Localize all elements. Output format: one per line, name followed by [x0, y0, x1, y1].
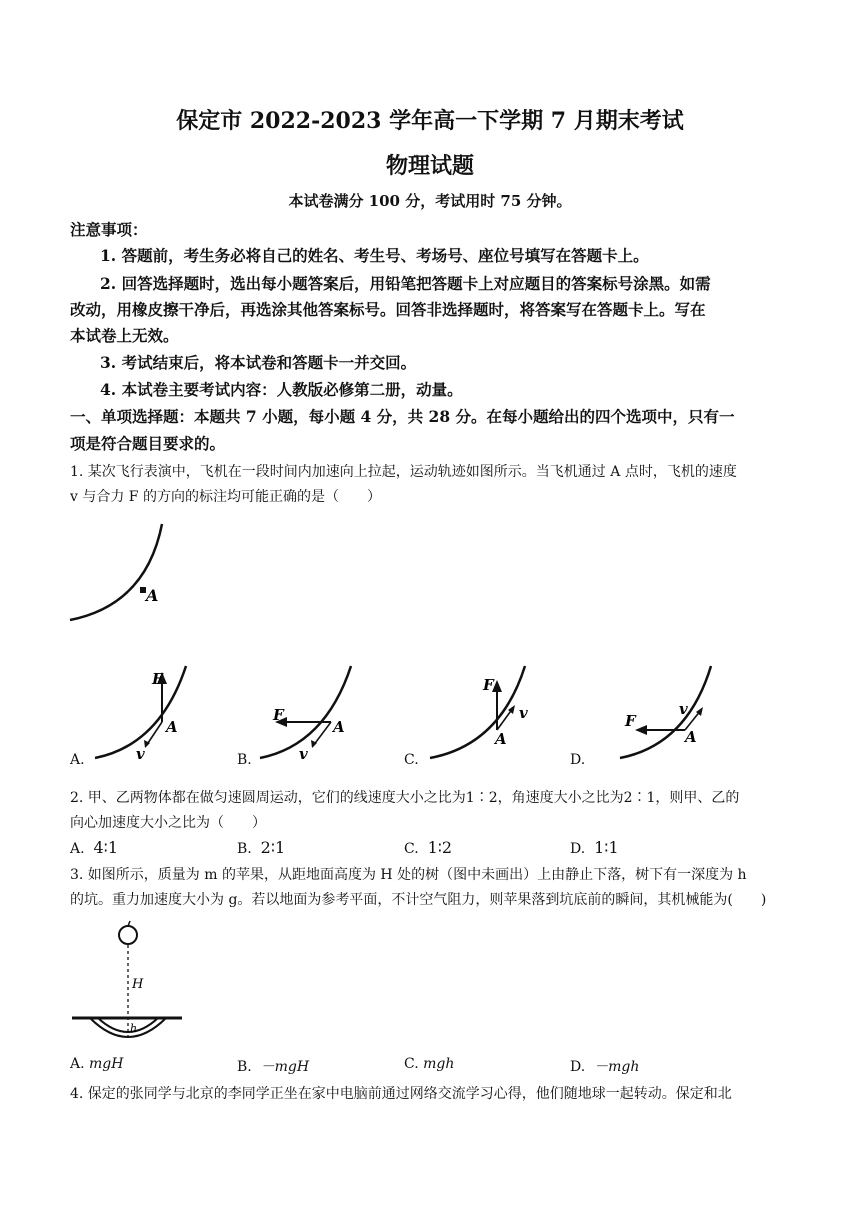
question-3-text: 3. 如图所示，质量为 m 的苹果，从距地面高度为 H 处的树（图中未画出）上由静止下落，树下有一深度为 h	[70, 867, 747, 883]
notice-item-3: 3. 考试结束后，将本试卷和答题卡一并交回。	[100, 353, 417, 372]
force-label: F	[152, 670, 163, 688]
force-label: F	[625, 712, 636, 730]
option-c-key: C.	[404, 752, 419, 768]
option-key: A.	[70, 841, 85, 857]
option-a-key: A.	[70, 752, 85, 768]
question-4-text: 4. 保定的张同学与北京的李同学正坐在家中电脑前通过网络交流学习心得，他们随地球一起转动。保定和北	[70, 1086, 732, 1102]
question-1-trajectory-figure	[66, 520, 176, 630]
option-c-figure	[425, 660, 545, 760]
section-heading: 一、单项选择题：本题共 7 小题，每小题 4 分，共 28 分。在每小题给出的四个选项中，只有一	[70, 407, 735, 426]
option-value: －mgh	[594, 1059, 640, 1075]
point-label: A	[166, 718, 178, 736]
notice-item-2-cont: 改动，用橡皮擦干净后，再选涂其他答案标号。回答非选择题时，将答案写在答题卡上。写在	[70, 300, 706, 319]
depth-label: h	[130, 1022, 138, 1035]
question-1-text: 1. 某次飞行表演中，飞机在一段时间内加速向上拉起，运动轨迹如图所示。当飞机通过 A 点时，飞机的速度	[70, 464, 737, 480]
q2-option-a	[70, 838, 118, 857]
question-3-text-cont: 的坑。重力加速度大小为 g。若以地面为参考平面，不计空气阻力，则苹果落到坑底前的瞬间，其机械能为( )	[70, 892, 767, 908]
notice-item-2: 2. 回答选择题时，选出每小题答案后，用铅笔把答题卡上对应题目的答案标号涂黑。如需	[100, 274, 711, 293]
q3-option-c	[404, 1056, 454, 1072]
option-key: C.	[404, 841, 419, 857]
option-key: D.	[570, 841, 586, 857]
velocity-label: v	[519, 704, 528, 722]
point-label: A	[495, 730, 507, 748]
notice-item-1: 1. 答题前，考生务必将自己的姓名、考生号、考场号、座位号填写在答题卡上。	[100, 246, 649, 265]
velocity-label: v	[299, 745, 308, 760]
height-label: H	[132, 977, 144, 992]
notice-item-2-cont2: 本试卷上无效。	[70, 326, 179, 345]
option-value: mgh	[423, 1056, 455, 1072]
q3-option-a	[70, 1056, 123, 1072]
option-value: 1∶2	[427, 838, 453, 857]
option-key: B.	[237, 841, 252, 857]
notice-heading: 注意事项：	[70, 220, 148, 239]
option-d-key: D.	[570, 752, 586, 768]
point-label: A	[333, 718, 345, 736]
velocity-label: v	[136, 745, 145, 760]
q2-option-d	[570, 838, 619, 857]
point-label: A	[685, 728, 697, 746]
option-value: 1∶1	[594, 838, 619, 857]
exam-title: 保定市 2022-2023 学年高一下学期 7 月期末考试	[176, 108, 684, 134]
notice-item-4: 4. 本试卷主要考试内容：人教版必修第二册，动量。	[100, 380, 463, 399]
exam-subtitle: 物理试题	[385, 153, 474, 179]
option-value: mgH	[89, 1056, 124, 1072]
velocity-label: v	[679, 700, 688, 718]
point-a-label: A	[146, 586, 159, 605]
option-key: A.	[70, 1056, 85, 1072]
q2-option-b	[237, 838, 285, 857]
exam-meta: 本试卷满分 100 分，考试用时 75 分钟。	[288, 192, 572, 210]
question-2-text-cont: 向心加速度大小之比为（ ）	[70, 815, 266, 831]
section-heading-cont: 项是符合题目要求的。	[70, 434, 226, 453]
force-label: F	[273, 706, 284, 724]
q2-option-c	[404, 838, 452, 857]
option-value: 2∶1	[260, 838, 286, 857]
option-d-figure	[615, 660, 725, 760]
force-label: F	[483, 676, 494, 694]
option-b-key: B.	[237, 752, 252, 768]
question-2-text: 2. 甲、乙两物体都在做匀速圆周运动，它们的线速度大小之比为1∶2，角速度大小之比为2∶1，则甲、乙的	[70, 790, 740, 806]
option-key: D.	[570, 1059, 586, 1075]
apple-icon	[119, 926, 137, 944]
option-b-figure	[255, 660, 365, 760]
option-value: －mgH	[260, 1059, 310, 1075]
option-key: B.	[237, 1059, 252, 1075]
option-a-figure	[90, 660, 200, 760]
question-3-apple-figure	[70, 918, 190, 1048]
option-value: 4∶1	[93, 838, 118, 857]
q3-option-b	[237, 1056, 309, 1076]
option-key: C.	[404, 1056, 419, 1072]
question-1-text-cont: v 与合力 F 的方向的标注均可能正确的是（ ）	[70, 489, 381, 505]
q3-option-d	[570, 1056, 639, 1076]
